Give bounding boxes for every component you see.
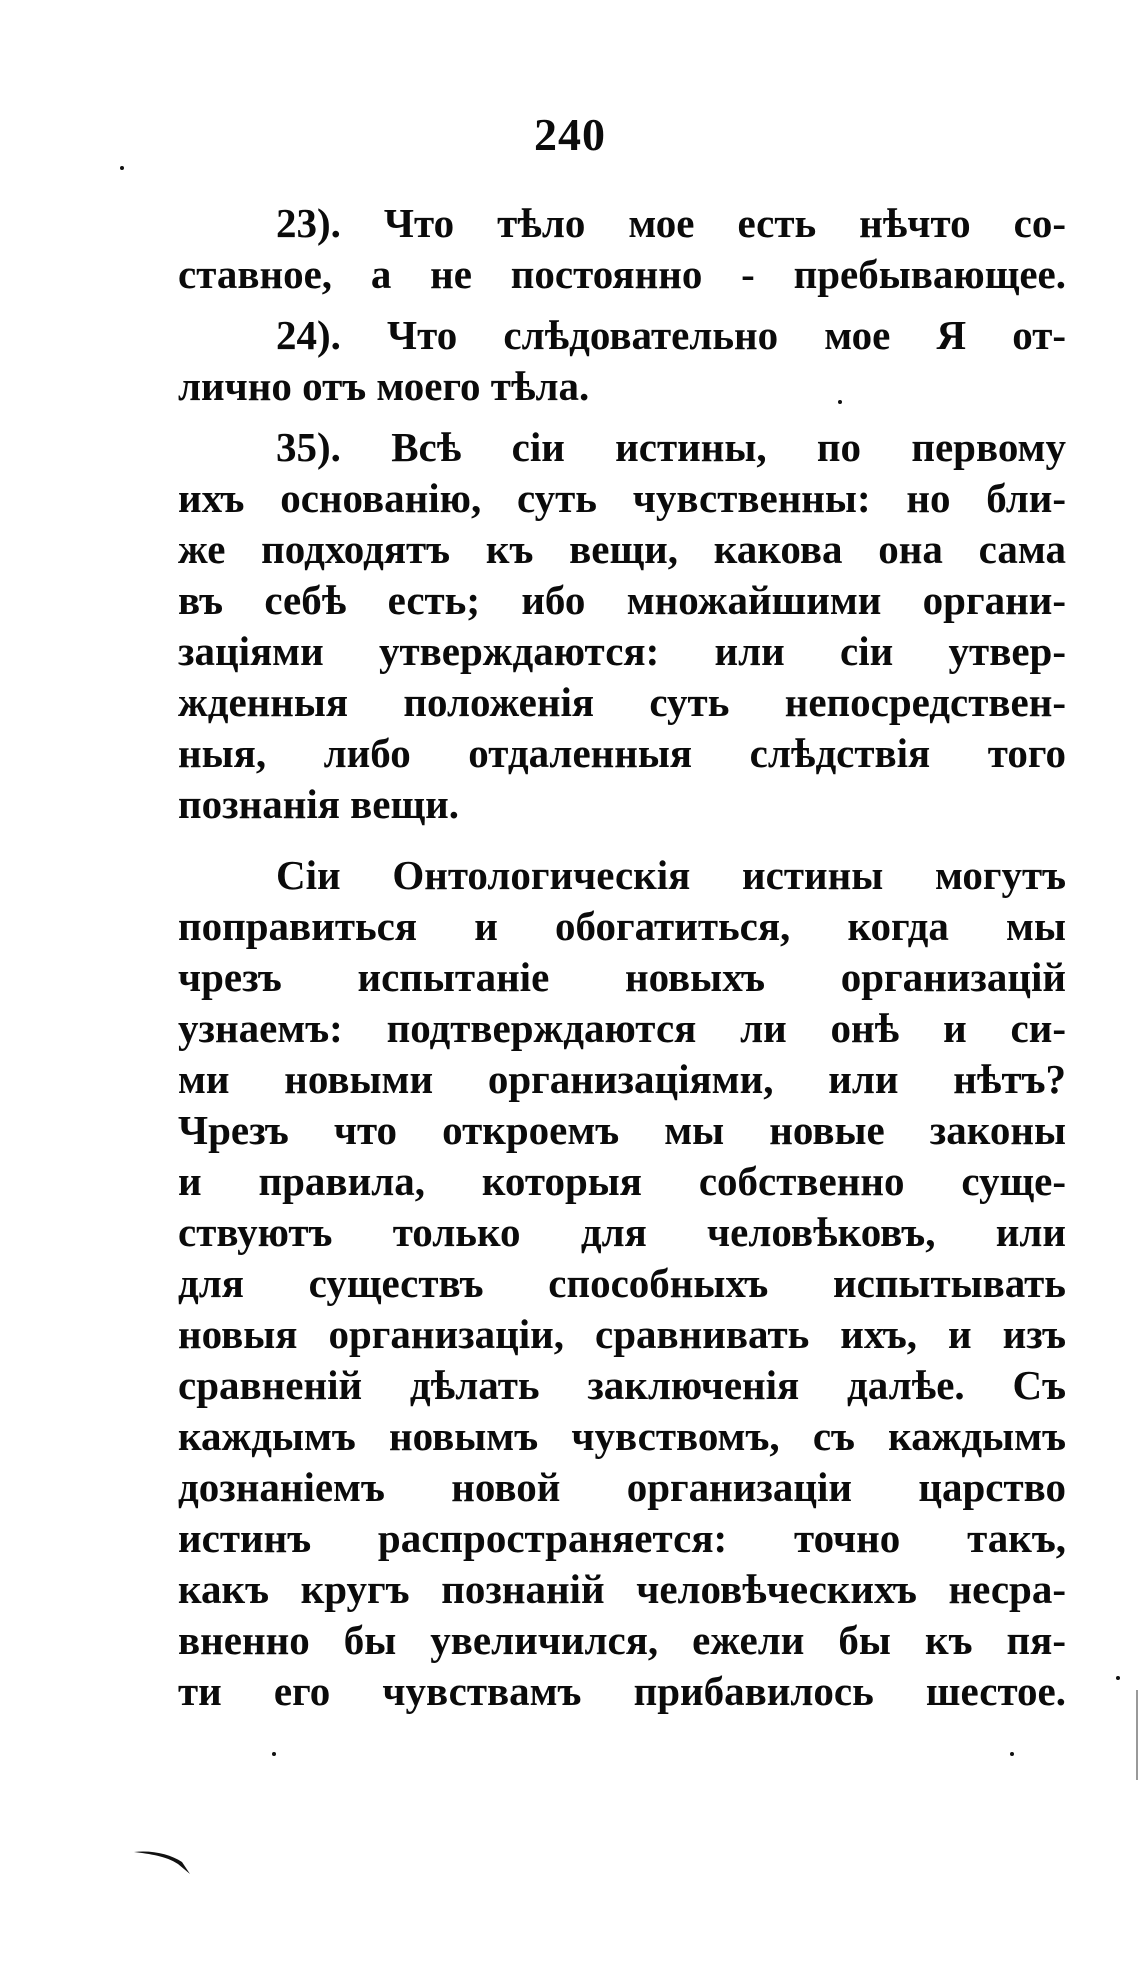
scan-speck <box>272 1752 276 1756</box>
paragraph-35 <box>178 422 1066 830</box>
text-line: ти его чувствамъ прибавилось шестое. <box>178 1668 1066 1714</box>
scan-speck <box>838 400 842 404</box>
page-text <box>178 198 1066 1717</box>
text-line: ствуютъ только для человѣковъ, или <box>178 1209 1066 1255</box>
scan-edge-line <box>1136 1690 1138 1780</box>
text-line: 24). Что слѣдовательно мое Я от- <box>276 312 1066 358</box>
ink-stroke-mark <box>132 1848 192 1876</box>
paragraph-23 <box>178 198 1066 300</box>
text-line: въ себѣ есть; ибо множайшими органи- <box>178 577 1066 623</box>
scan-speck <box>1116 1676 1120 1680</box>
text-line: же подходятъ къ вещи, какова она сама <box>178 526 1066 572</box>
text-line: ныя, либо отдаленныя слѣдствія того <box>178 730 1066 776</box>
paragraph-ontological-truths <box>178 850 1066 1717</box>
text-line: дознаніемъ новой организаціи царство <box>178 1464 1066 1510</box>
text-line: жденныя положенія суть непосредствен- <box>178 679 1066 725</box>
text-line: поправиться и обогатиться, когда мы <box>178 903 1066 949</box>
text-line: Сіи Онтологическія истины могутъ <box>276 852 1066 898</box>
text-line: какъ кругъ познаній человѣческихъ несра- <box>178 1566 1066 1612</box>
text-line: сравненій дѣлать заключенія далѣе. Съ <box>178 1362 1066 1408</box>
text-line: чрезъ испытаніе новыхъ организацій <box>178 954 1066 1000</box>
text-line: каждымъ новымъ чувствомъ, съ каждымъ <box>178 1413 1066 1459</box>
text-line: новыя организаціи, сравнивать ихъ, и изъ <box>178 1311 1066 1357</box>
text-line: ставное, а не постоянно - пребывающее. <box>178 251 1066 297</box>
text-line: узнаемъ: подтверждаются ли онѣ и си- <box>178 1005 1066 1051</box>
text-line: вненно бы увеличился, ежели бы къ пя- <box>178 1617 1066 1663</box>
page-number: 240 <box>534 109 606 160</box>
text-line: ихъ основанію, суть чувственны: но бли- <box>178 475 1066 521</box>
text-line: лично отъ моего тѣла. <box>178 363 590 409</box>
text-line: 23). Что тѣло мое есть нѣчто со- <box>276 200 1066 246</box>
text-line: 35). Всѣ сіи истины, по первому <box>276 424 1066 470</box>
scan-speck <box>120 166 124 170</box>
scan-speck <box>1010 1752 1014 1756</box>
text-line: ми новыми организаціями, или нѣтъ? <box>178 1056 1066 1102</box>
text-line: заціями утверждаются: или сіи утвер- <box>178 628 1066 674</box>
text-line: и правила, которыя собственно суще- <box>178 1158 1066 1204</box>
text-line: познанія вещи. <box>178 781 459 827</box>
text-line: для существъ способныхъ испытывать <box>178 1260 1066 1306</box>
text-line: Чрезъ что откроемъ мы новые законы <box>178 1107 1066 1153</box>
paragraph-24 <box>178 310 1066 412</box>
text-line: истинъ распространяется: точно такъ, <box>178 1515 1066 1561</box>
